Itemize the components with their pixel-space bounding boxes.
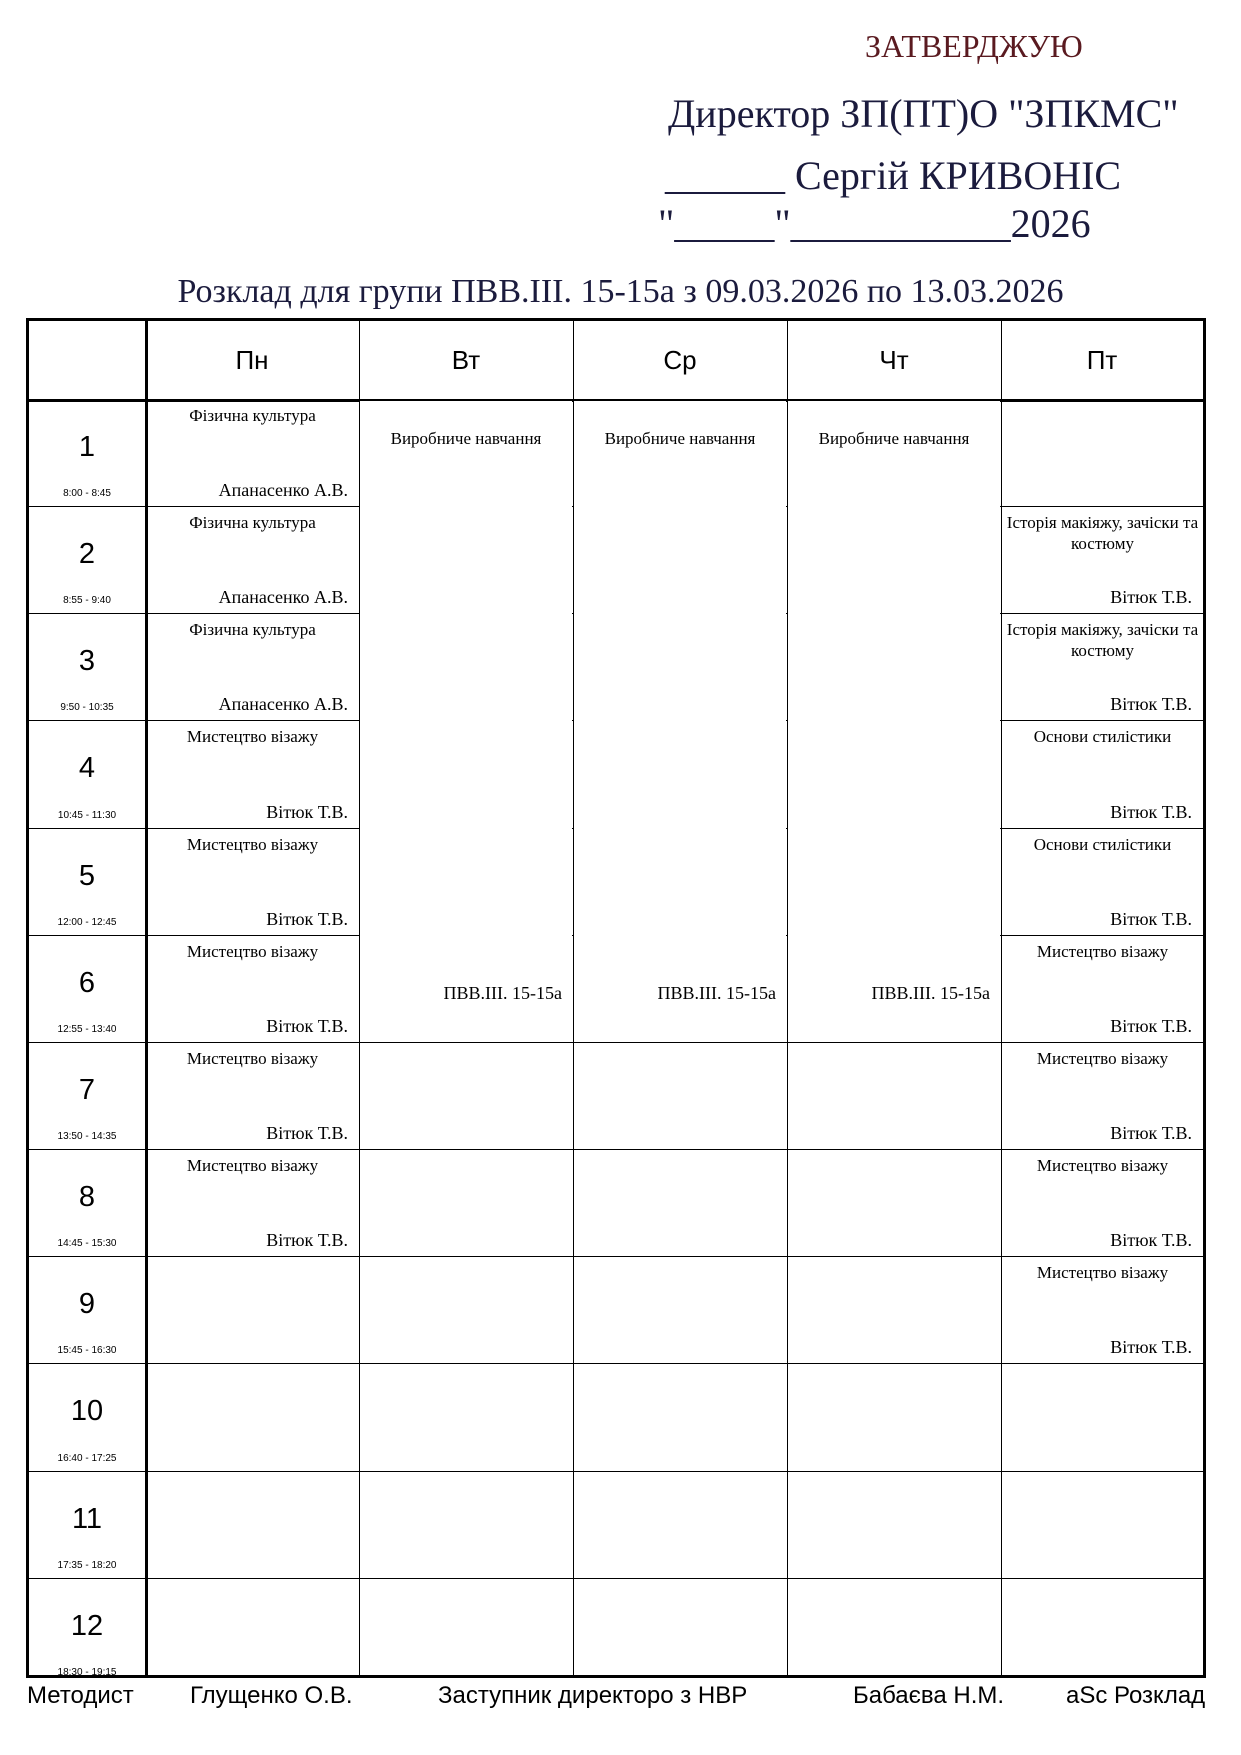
period-time: 15:45 - 16:30	[57, 1345, 117, 1357]
deputy-label: Заступник директоро з НВР	[438, 1682, 748, 1709]
row-divider	[29, 1471, 1203, 1472]
lesson-teacher: Вітюк Т.В.	[1110, 908, 1192, 929]
lesson-subject: Фізична культура	[189, 406, 316, 425]
lesson-subject: Мистецтво візажу	[1036, 941, 1169, 961]
methodist-label: Методист	[27, 1682, 134, 1709]
period-time: 17:35 - 18:20	[57, 1559, 117, 1571]
lesson-subject: Мистецтво візажу	[1036, 1156, 1169, 1176]
lesson-cell	[1003, 1258, 1202, 1362]
period-time: 10:45 - 11:30	[57, 809, 117, 821]
lesson-cell	[1003, 1151, 1202, 1255]
lesson-teacher: Вітюк Т.В.	[1110, 587, 1192, 608]
practice-subject: Виробниче навчання	[604, 429, 756, 448]
lesson-cell	[147, 830, 358, 934]
row-divider	[29, 1042, 1203, 1043]
lesson-cell	[147, 401, 358, 505]
software-credit: aSc Розклад	[1066, 1682, 1206, 1709]
period-time: 16:40 - 17:25	[57, 1452, 117, 1464]
period-number: 11	[71, 1502, 103, 1535]
methodist-name: Глущенко О.В.	[190, 1682, 353, 1709]
lesson-cell	[1003, 508, 1202, 612]
director-title: Директор ЗП(ПТ)О "ЗПКМС"	[668, 91, 1179, 136]
lesson-cell	[147, 937, 358, 1041]
practice-block	[788, 401, 1000, 1041]
period-number: 12	[70, 1609, 104, 1642]
lesson-teacher: Вітюк Т.В.	[266, 908, 348, 929]
lesson-teacher: Вітюк Т.В.	[1110, 694, 1192, 715]
lesson-subject: Історія макіяжу, зачіски та костюму	[1006, 620, 1199, 661]
period-number: 2	[78, 538, 96, 571]
lesson-subject: Мистецтво візажу	[186, 727, 319, 747]
signature-line: ______ Сергій КРИВОНІС	[665, 153, 1122, 198]
period-number: 1	[78, 431, 96, 463]
day-header: Ср	[663, 344, 697, 375]
lesson-teacher: Вітюк Т.В.	[266, 1123, 348, 1144]
period-time: 13:50 - 14:35	[57, 1131, 117, 1143]
lesson-subject: Основи стилістики	[1033, 727, 1172, 747]
approve-heading: ЗАТВЕРДЖУЮ	[865, 28, 1083, 64]
day-header: Вт	[451, 344, 481, 375]
lesson-subject: Фізична культура	[189, 513, 316, 533]
row-divider	[29, 1256, 1203, 1257]
schedule-title: Розклад для групи ПВВ.ІІІ. 15-15а з 09.03.2026 по 13.03.2026	[177, 273, 1064, 310]
lesson-cell	[147, 1151, 358, 1255]
period-number: 5	[78, 859, 96, 892]
lesson-teacher: Вітюк Т.В.	[1110, 1123, 1192, 1144]
lesson-subject: Фізична культура	[189, 620, 316, 640]
period-time: 8:55 - 9:40	[63, 595, 111, 607]
practice-group: ПВВ.ІІІ. 15-15а	[443, 983, 562, 1003]
lesson-teacher: Вітюк Т.В.	[1110, 1015, 1192, 1036]
lesson-subject: Мистецтво візажу	[186, 1156, 319, 1176]
row-divider	[29, 1363, 1203, 1364]
period-time: 12:00 - 12:45	[57, 916, 117, 928]
lesson-cell	[1003, 722, 1202, 826]
lesson-teacher: Апанасенко А.В.	[218, 587, 348, 608]
period-time: 9:50 - 10:35	[60, 702, 114, 714]
lesson-subject: Основи стилістики	[1033, 834, 1172, 854]
deputy-name: Бабаєва Н.М.	[853, 1682, 1005, 1709]
period-number: 8	[78, 1181, 96, 1214]
lesson-teacher: Апанасенко А.В.	[218, 480, 348, 501]
lesson-subject: Мистецтво візажу	[186, 1048, 319, 1068]
lesson-teacher: Вітюк Т.В.	[266, 1015, 348, 1036]
period-number: 10	[70, 1395, 104, 1428]
period-number: 9	[78, 1288, 96, 1321]
lesson-subject: Історія макіяжу, зачіски та костюму	[1006, 513, 1199, 554]
column-divider	[1001, 321, 1002, 1675]
lesson-teacher: Вітюк Т.В.	[1110, 1337, 1192, 1358]
day-header: Пн	[235, 344, 269, 375]
lesson-subject: Мистецтво візажу	[186, 834, 319, 854]
period-time: 12:55 - 13:40	[57, 1023, 117, 1035]
lesson-teacher: Вітюк Т.В.	[266, 801, 348, 822]
period-time: 18:30 - 19:15	[57, 1666, 117, 1678]
day-header: Чт	[879, 344, 909, 375]
lesson-teacher: Вітюк Т.В.	[266, 1230, 348, 1251]
period-number: 4	[78, 752, 96, 785]
practice-subject: Виробниче навчання	[818, 429, 970, 448]
day-header: Пт	[1086, 344, 1118, 375]
date-line: "_____"___________2026	[658, 201, 1091, 246]
period-number: 3	[78, 645, 96, 678]
lesson-teacher: Вітюк Т.В.	[1110, 1230, 1192, 1251]
practice-block	[360, 401, 572, 1041]
practice-group: ПВВ.ІІІ. 15-15а	[871, 983, 990, 1003]
lesson-cell	[1003, 937, 1202, 1041]
lesson-cell	[1003, 1044, 1202, 1148]
lesson-cell	[147, 1044, 358, 1148]
row-divider	[29, 1578, 1203, 1579]
practice-group: ПВВ.ІІІ. 15-15а	[657, 983, 776, 1003]
period-number: 6	[78, 966, 96, 999]
practice-subject: Виробниче навчання	[390, 429, 542, 448]
lesson-subject: Мистецтво візажу	[186, 941, 319, 961]
lesson-cell	[1003, 830, 1202, 934]
schedule-grid	[26, 318, 1206, 1678]
period-time: 8:00 - 8:45	[63, 488, 111, 500]
practice-block	[574, 401, 786, 1041]
lesson-cell	[1003, 615, 1202, 719]
lesson-cell	[147, 508, 358, 612]
lesson-subject: Мистецтво візажу	[1036, 1263, 1169, 1283]
lesson-teacher: Вітюк Т.В.	[1110, 801, 1192, 822]
period-number: 7	[78, 1073, 96, 1106]
lesson-subject: Мистецтво візажу	[1036, 1048, 1169, 1068]
row-divider	[29, 1149, 1203, 1150]
period-time: 14:45 - 15:30	[57, 1238, 117, 1250]
lesson-teacher: Апанасенко А.В.	[218, 694, 348, 715]
lesson-cell	[147, 722, 358, 826]
lesson-cell	[147, 615, 358, 719]
